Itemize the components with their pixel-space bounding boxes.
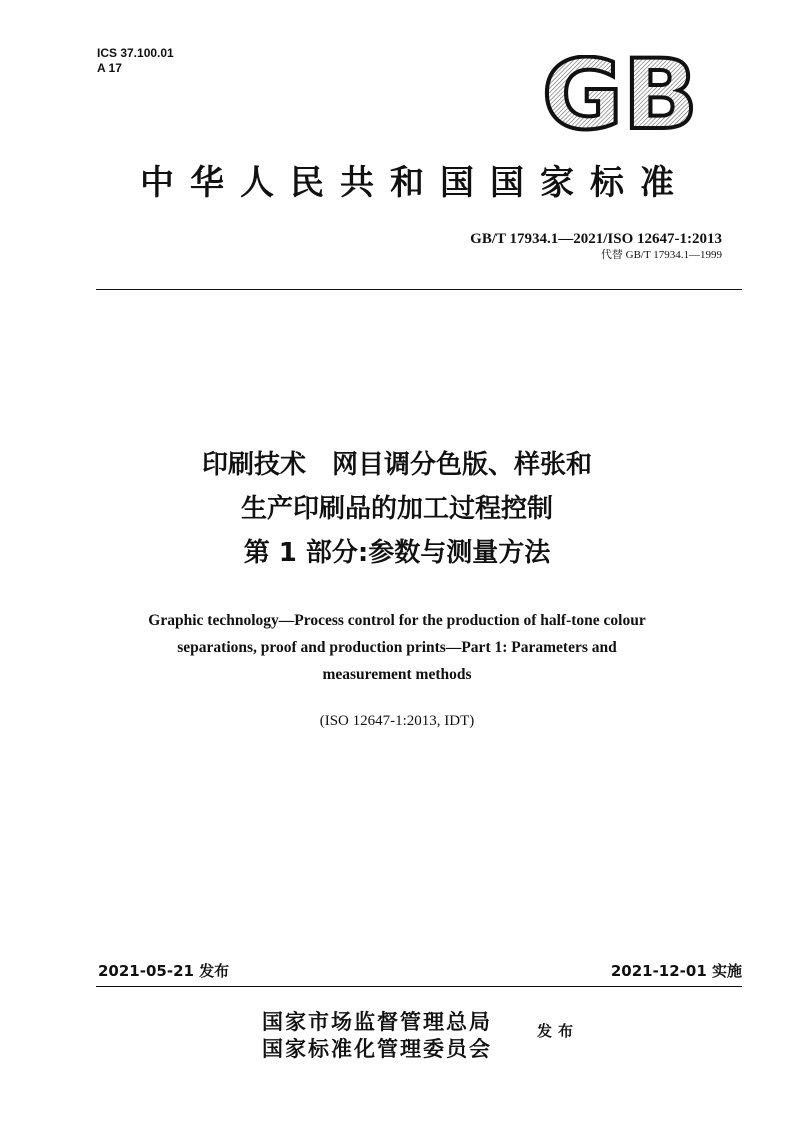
standard-number: GB/T 17934.1—2021/ISO 12647-1:2013: [470, 231, 722, 247]
chinese-title: [50, 443, 744, 575]
implement-date: 2021-12-01 实施: [610, 962, 742, 980]
bottom-divider: [96, 986, 742, 987]
english-title-line: Graphic technology—Process control for the production of half-tone colour: [148, 612, 646, 629]
issuer-samr: 国家市场监督管理总局: [262, 1009, 492, 1034]
english-title: [60, 607, 734, 688]
classification-codes: [97, 46, 174, 76]
issue-label: 发布: [537, 1022, 580, 1040]
ics-code: ICS 37.100.01: [97, 46, 174, 60]
gb-logo-text: GB: [542, 55, 698, 133]
chinese-title-line: 第 1 部分:参数与测量方法: [243, 538, 551, 568]
gb-logo: [540, 55, 700, 133]
english-title-line: separations, proof and production prints—Part 1: Parameters and: [177, 639, 617, 656]
replaces-standard: 代替 GB/T 17934.1—1999: [600, 249, 722, 261]
chinese-title-line: 生产印刷品的加工过程控制: [240, 494, 553, 524]
iso-equivalence: (ISO 12647-1:2013, IDT): [319, 713, 475, 729]
top-divider: [96, 289, 742, 290]
english-title-line: measurement methods: [322, 666, 472, 683]
publish-date: 2021-05-21 发布: [98, 962, 230, 980]
chinese-title-line: 印刷技术 网目调分色版、样张和: [201, 450, 592, 480]
ccs-code: A 17: [97, 61, 122, 75]
issuing-authorities: [262, 1008, 492, 1062]
national-standard-title: 中华人民共和国国家标准: [140, 163, 690, 203]
issuer-sac: 国家标准化管理委员会: [262, 1036, 492, 1061]
